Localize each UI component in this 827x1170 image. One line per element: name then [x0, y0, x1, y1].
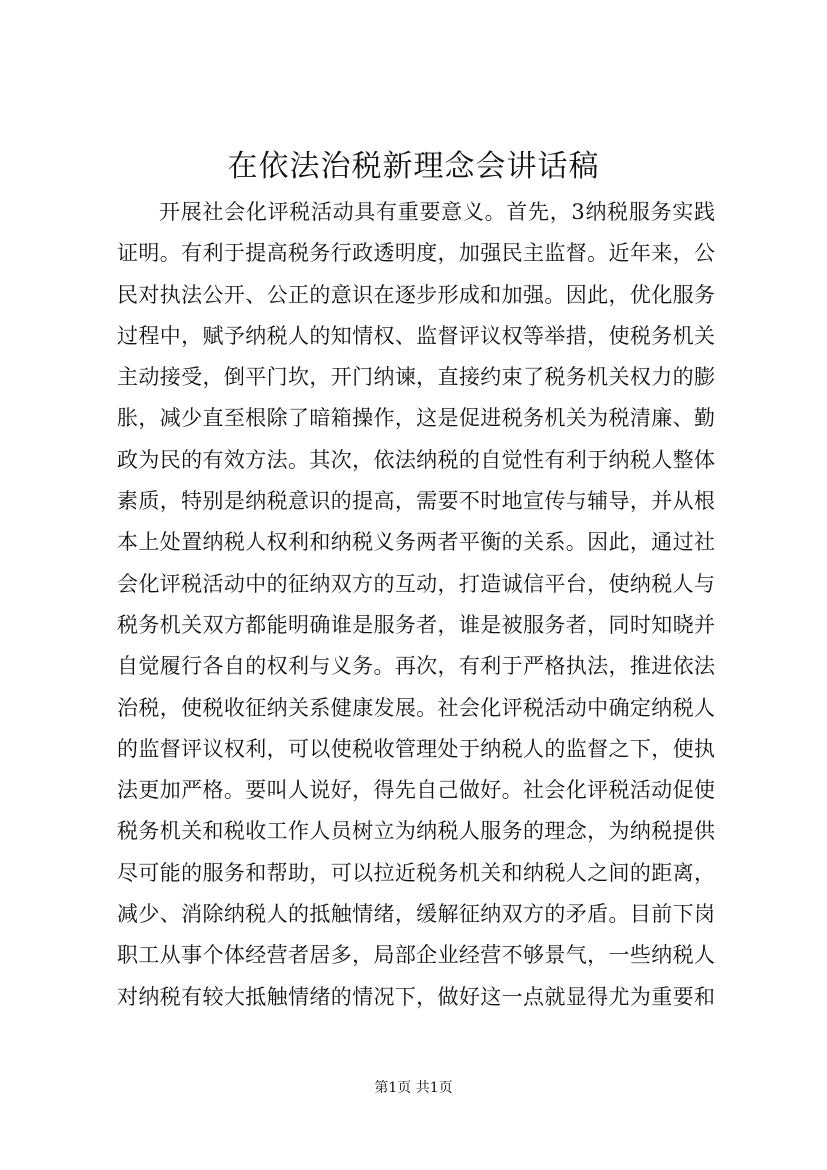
- document-title: 在依法治税新理念会讲话稿: [227, 149, 600, 184]
- body-line: 素质，特别是纳税意识的提高，需要不时地宣传与辅导，并从根: [117, 489, 715, 514]
- body-line: 胀，减少直至根除了暗箱操作，这是促进税务机关为税清廉、勤: [117, 406, 715, 431]
- body-line: 证明。有利于提高税务行政透明度，加强民主监督。近年来，公: [117, 241, 715, 266]
- body-line: 民对执法公开、公正的意识在逐步形成和加强。因此，优化服务: [117, 282, 715, 307]
- body-line: 本上处置纳税人权利和纳税义务两者平衡的关系。因此，通过社: [117, 530, 715, 555]
- body-line: 税务机关和税收工作人员树立为纳税人服务的理念，为纳税提供: [117, 819, 715, 844]
- page-footer: 第1页 共1页: [374, 1080, 453, 1096]
- body-line: 法更加严格。要叫人说好，得先自己做好。社会化评税活动促使: [117, 778, 715, 803]
- body-line: 减少、消除纳税人的抵触情绪，缓解征纳双方的矛盾。目前下岗: [117, 902, 715, 927]
- body-line: 自觉履行各自的权利与义务。再次，有利于严格执法，推进依法: [117, 654, 715, 679]
- body-line: 开展社会化评税活动具有重要意义。首先，3纳税服务实践: [159, 200, 715, 224]
- body-line: 尽可能的服务和帮助，可以拉近税务机关和纳税人之间的距离，: [117, 860, 715, 885]
- body-line: 过程中，赋予纳税人的知情权、监督评议权等举措，使税务机关: [117, 323, 715, 348]
- body-line: 的监督评议权利，可以使税收管理处于纳税人的监督之下，使执: [117, 736, 715, 761]
- body-line: 税务机关双方都能明确谁是服务者，谁是被服务者，同时知晓并: [117, 612, 715, 637]
- body-line: 会化评税活动中的征纳双方的互动，打造诚信平台，使纳税人与: [117, 571, 715, 596]
- body-line: 职工从事个体经营者居多，局部企业经营不够景气，一些纳税人: [117, 943, 715, 968]
- body-line: 治税，使税收征纳关系健康发展。社会化评税活动中确定纳税人: [117, 695, 715, 720]
- body-line: 对纳税有较大抵触情绪的情况下，做好这一点就显得尤为重要和: [117, 984, 715, 1009]
- document-body: [117, 192, 715, 1018]
- body-line: 政为民的有效方法。其次，依法纳税的自觉性有利于纳税人整体: [117, 447, 715, 472]
- body-line: 主动接受，倒平门坎，开门纳谏，直接约束了税务机关权力的膨: [117, 365, 715, 390]
